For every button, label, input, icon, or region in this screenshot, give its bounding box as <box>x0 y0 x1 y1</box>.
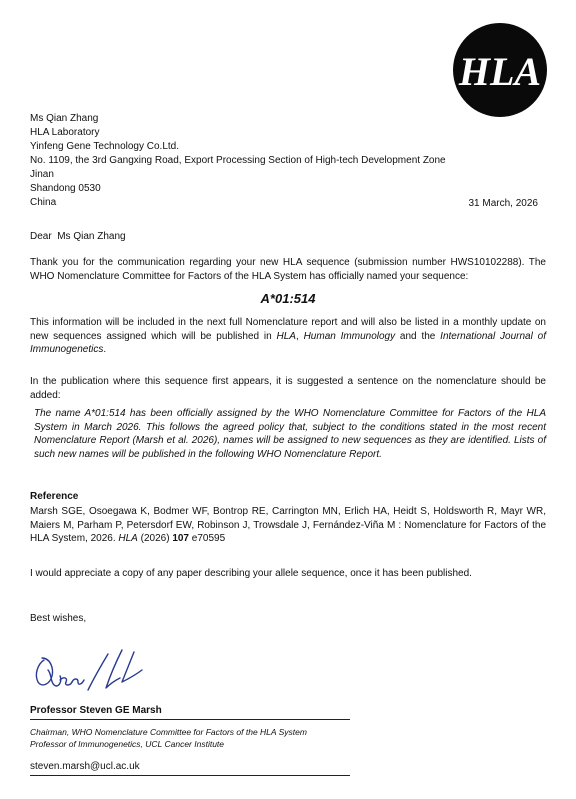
publication-paragraph <box>30 316 546 357</box>
request-paragraph: I would appreciate a copy of any paper describing your allele sequence, once it has been published. <box>30 568 472 579</box>
hla-logo-text: HLA <box>458 49 542 94</box>
reference-authors: Marsh SGE, Osoegawa K, Bodmer WF, Bontrop RE, Carrington MN, Erlich HA, Heidt S, Holdsworth R, Mayr WR, Maiers M, Parham P, Petersdorf EW, Robinson J, Trowsdale J, Fernández-Viña M : Nomenclature for Factors of the HLA System, 2026. <box>30 506 546 544</box>
reference-year: (2026) <box>137 533 173 544</box>
allele-name: A*01:514 <box>260 291 316 306</box>
intro-paragraph: Thank you for the communication regarding your new HLA sequence (submission number HWS10102288). The WHO Nomenclature Committee for Factors of the HLA System has officially named your sequence: <box>30 257 546 282</box>
recipient-address <box>30 112 446 210</box>
salutation: Dear Ms Qian Zhang <box>30 231 126 242</box>
suggestion-paragraph: In the publication where this sequence first appears, it is suggested a sentence on the nomenclature should be added: <box>30 376 546 401</box>
reference-volume: 107 <box>172 533 189 544</box>
reference-heading: Reference <box>30 491 79 502</box>
separator: , <box>295 330 304 342</box>
separator: and the <box>395 330 441 342</box>
recipient-country: China <box>30 197 57 208</box>
recipient-company: Yinfeng Gene Technology Co.Ltd. <box>30 141 179 152</box>
recipient-province: Shandong 0530 <box>30 183 101 194</box>
divider <box>30 719 350 720</box>
reference-article: e70595 <box>189 533 226 544</box>
journal-hla: HLA <box>276 330 296 342</box>
recipient-name: Ms Qian Zhang <box>30 113 99 124</box>
publication-text: This information will be included in the next full Nomenclature report and will also be listed in a monthly update on new sequences assigned which will be published in <box>30 317 546 342</box>
letter-date: 31 March, 2026 <box>468 198 538 209</box>
journal-human-immunology: Human Immunology <box>303 330 396 342</box>
signatory-title-professor: Professor of Immunogenetics, UCL Cancer Institute <box>30 739 225 749</box>
signature-image <box>30 640 160 696</box>
divider <box>30 775 350 776</box>
recipient-city: Jinan <box>30 169 54 180</box>
reference-journal: HLA <box>118 533 138 544</box>
hla-logo <box>452 22 548 118</box>
journal-ij-immunogenetics: International Journal of Immunogenetics <box>30 330 546 355</box>
signatory-title-chairman: Chairman, WHO Nomenclature Committee for Factors of the HLA System <box>30 727 307 737</box>
closing: Best wishes, <box>30 613 87 624</box>
recipient-street: No. 1109, the 3rd Gangxing Road, Export Processing Section of High-tech Development Zone <box>30 155 446 166</box>
signatory-titles <box>30 726 307 750</box>
signatory-name: Professor Steven GE Marsh <box>30 705 162 716</box>
signatory-email: steven.marsh@ucl.ac.uk <box>30 761 140 772</box>
recipient-department: HLA Laboratory <box>30 127 100 138</box>
reference-text <box>30 505 546 546</box>
period: . <box>103 344 107 355</box>
suggested-sentence: The name A*01:514 has been officially assigned by the WHO Nomenclature Committee for Factors of the HLA System in March 2026. This follows the agreed policy that, subject to the conditions stated in the most recent Nomenclature Report (Marsh et al. 2026), names will be assigned to new sequences as they are identified. Lists of such new names will be published in the following WHO Nomenclature Report. <box>34 408 546 460</box>
